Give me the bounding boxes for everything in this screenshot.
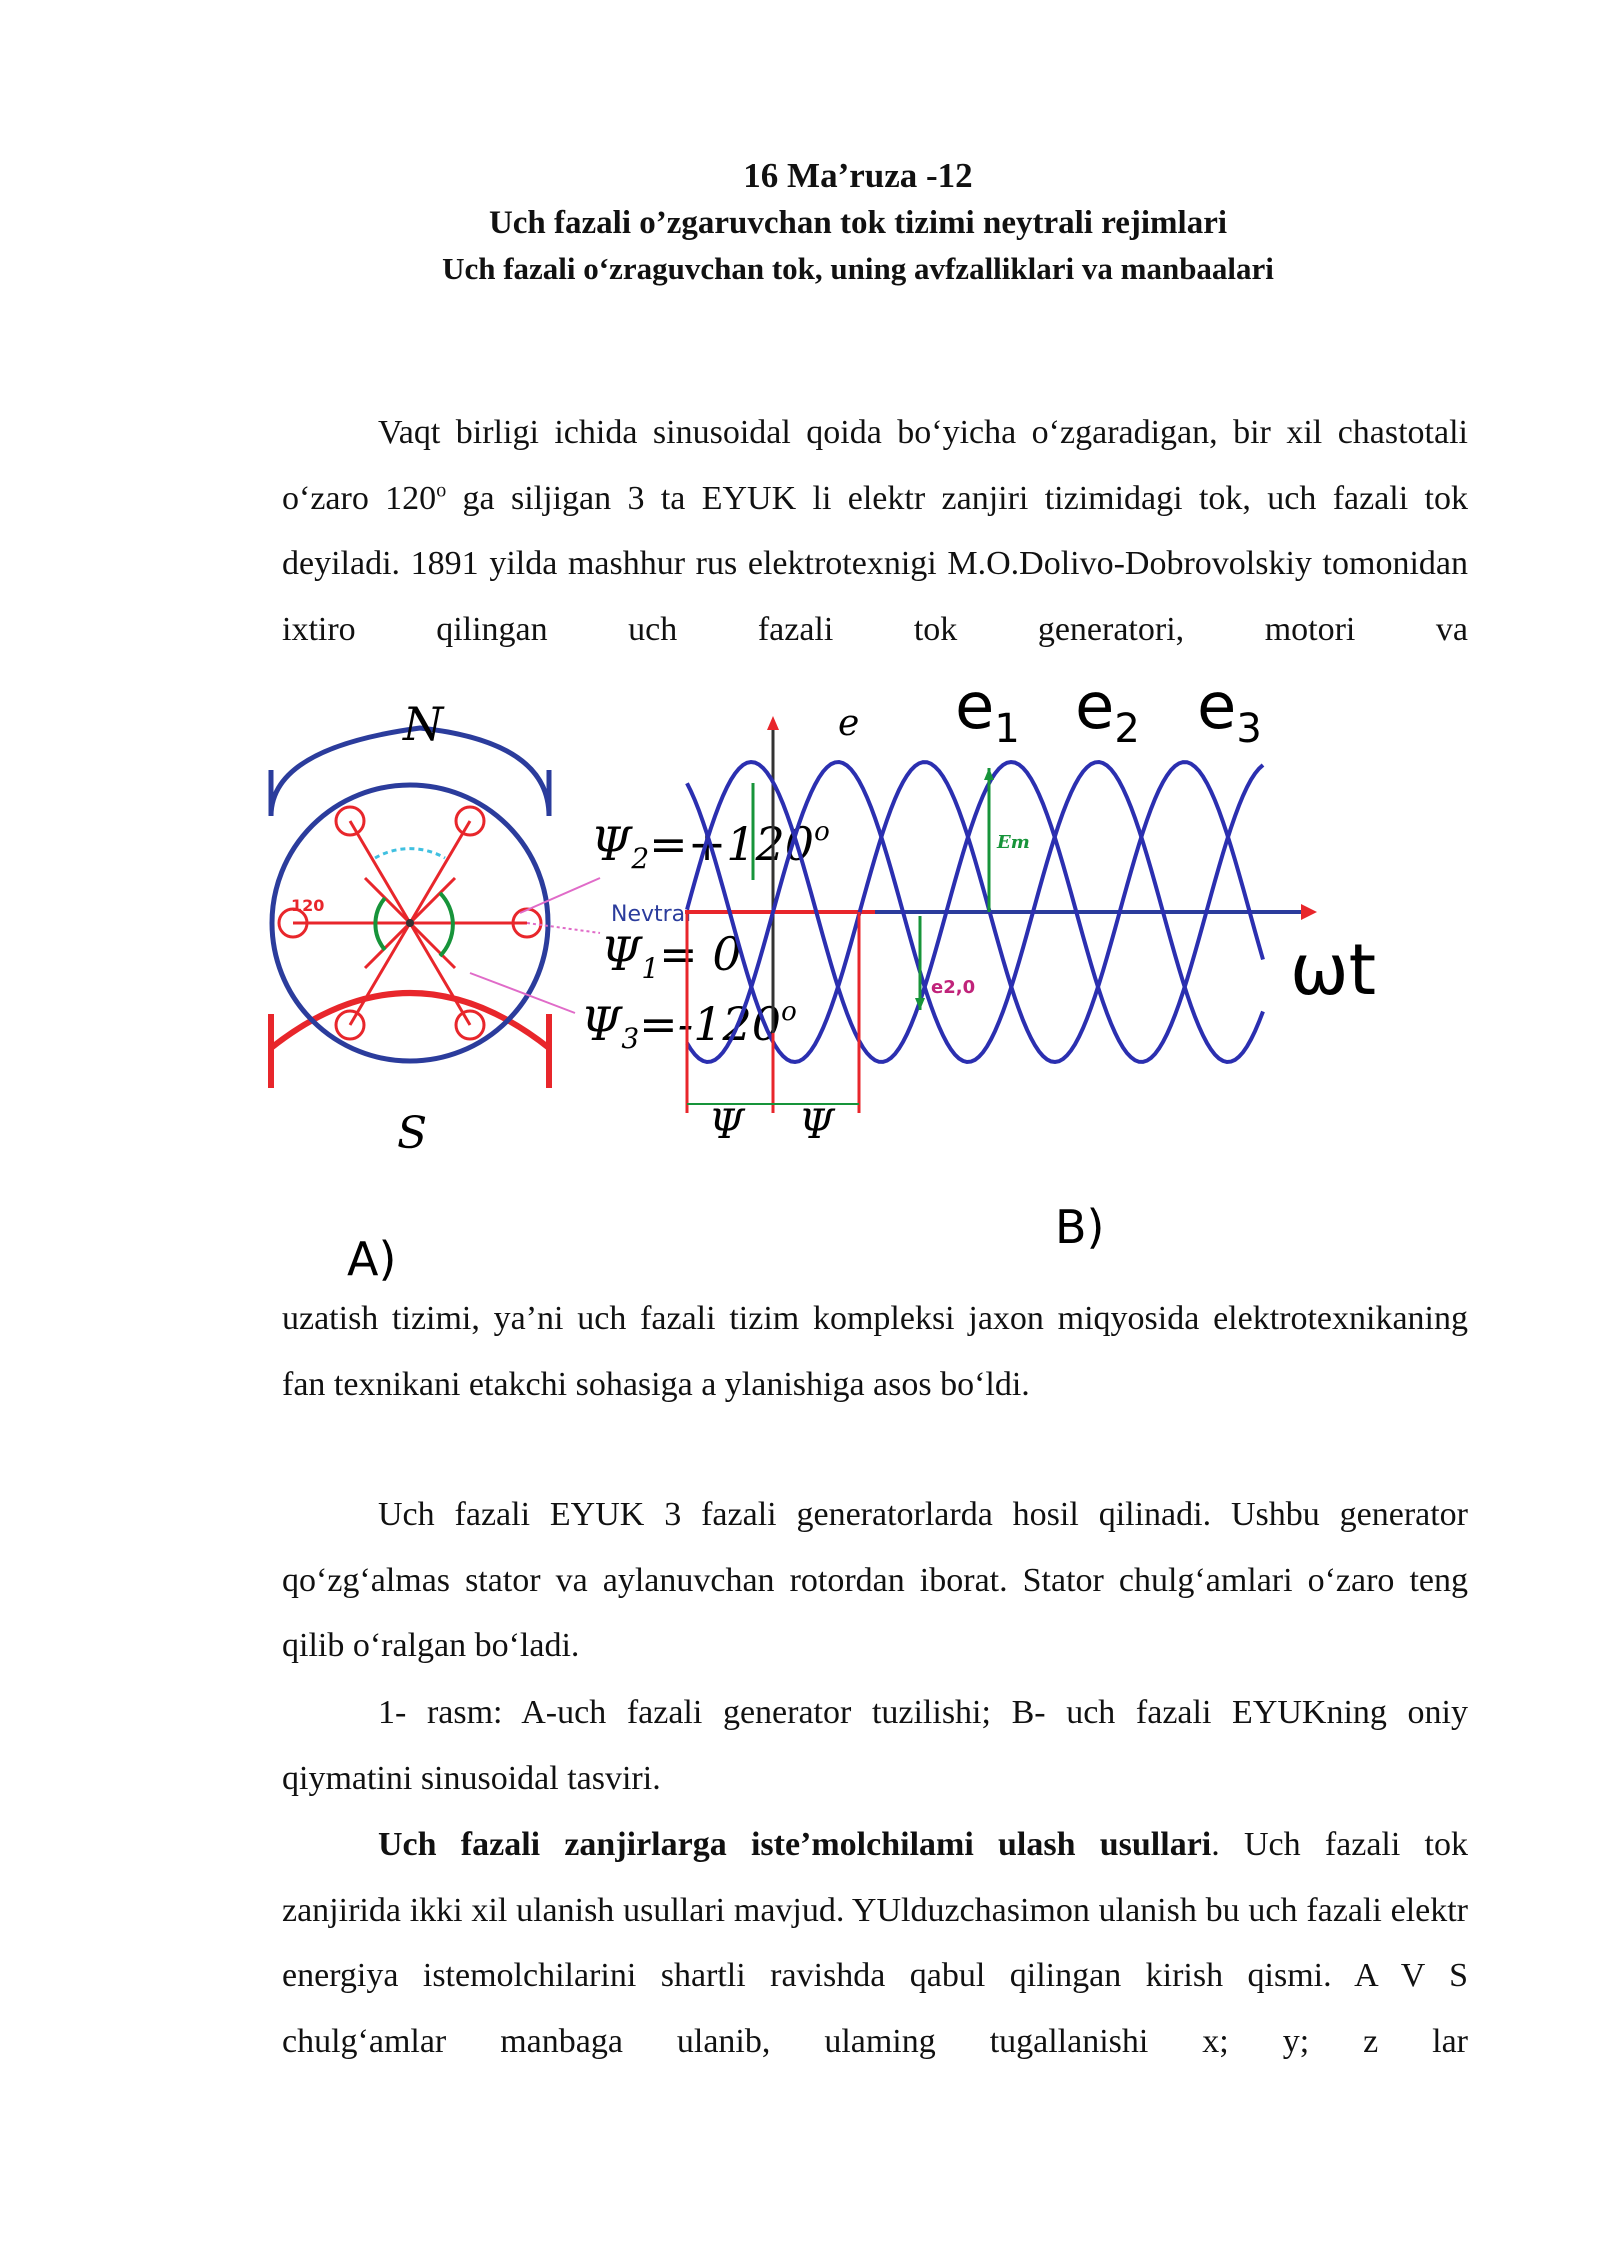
lecture-number: 16 Ma’ruza -12: [743, 156, 973, 195]
e3-label: $e_3$: [1197, 688, 1262, 752]
psi1-label: Ψ1= 0: [601, 927, 742, 985]
title-block: [280, 152, 1436, 292]
pole-s-label: S: [397, 1108, 428, 1159]
e20-label: e2,0: [931, 977, 976, 998]
degree-superscript: o: [436, 479, 447, 502]
paragraph-connections: [282, 1812, 1468, 2074]
pointer-psi2: [520, 878, 600, 913]
pole-n-label: N: [403, 697, 444, 751]
e2-label: $e_2$: [1075, 688, 1140, 752]
omega-t-label: ωt: [1290, 929, 1377, 1011]
em-label: Em: [997, 832, 1030, 853]
psi-dim-right: Ψ: [799, 1102, 835, 1148]
paragraph-intro-text-1: Vaqt birligi ichida sinusoidal qoida bo‘yicha o‘zgaradigan, bir xil chastotali o‘zaro 120: [282, 414, 1468, 517]
figure-label-a: A): [347, 1232, 397, 1286]
figure-svg: [255, 688, 1455, 1308]
page-title: Uch fazali o’zgaruvchan tok tizimi neytrali rejimlari: [488, 205, 1228, 241]
axis-e-arrow: [767, 716, 779, 730]
psi-dim-left: Ψ: [709, 1102, 745, 1148]
page-subtitle: Uch fazali o‘zraguvchan tok, uning avfzalliklari va manbaalari: [442, 251, 1274, 286]
psi2-label: $\Psi 2=+120^o$: [591, 817, 830, 875]
generator-figure: [255, 688, 1455, 1308]
angle-label: 120: [291, 896, 325, 915]
psi3-label: $\Psi 3=-120^o$: [581, 997, 797, 1055]
figure-caption: 1- rasm: A-uch fazali generator tuzilishi; B- uch fazali EYUKning oniy qiymatini sinusoidal tasviri.: [282, 1694, 1468, 1797]
e1-label: $e_1$: [955, 688, 1020, 752]
paragraph-connections-text: . Uch fazali tok zanjirida ikki xil ulanish usullari mavjud. YUlduzchasimon ulanish bu uch fazali elektr energiya istemolchilarini shartli ravishda qabul qilingan kirish qismi. A V S chulg‘amlar manbaga ulanib, ulaming tugallanishi x; y; z lar: [282, 1826, 1469, 2060]
paragraph-intro: [282, 400, 1468, 662]
axis-wt-arrow: [1301, 904, 1317, 920]
section-heading: Uch fazali zanjirlarga iste’molchilami ulash usullari: [378, 1826, 1212, 1863]
paragraph-intro-text-2: ga siljigan 3 ta EYUK li elektr zanjiri tizimidagi tok, uch fazali tok deyiladi. 1891 yilda mashhur rus elektrotexnigi M.O.Dolivo-Dobrovolskiy tomonidan ixtiro qilingan uch fazali tok generatori, motori va: [282, 479, 1468, 648]
axis-e-label: e: [838, 703, 860, 744]
rotation-arc: [375, 849, 445, 858]
south-pole-sides: [271, 1014, 549, 1088]
neutral-label: Nevtral: [611, 902, 692, 927]
figure-label-b: B): [1055, 1200, 1105, 1254]
sinusoid-plot: [685, 688, 1317, 1288]
paragraph-continuation: uzatish tizimi, ya’ni uch fazali tizim kompleksi jaxon miqyosida elektrotexnikaning fan texnikani etakchi sohasiga a ylanishiga asos bo‘ldi.: [282, 1300, 1468, 1403]
paragraph-generator: Uch fazali EYUK 3 fazali generatorlarda hosil qilinadi. Ushbu generator qo‘zg‘almas stator va aylanuvchan rotordan iborat. Stator chulg‘amlari o‘zaro teng qilib o‘ralgan bo‘ladi.: [282, 1496, 1468, 1664]
rotor-center: [406, 919, 414, 927]
